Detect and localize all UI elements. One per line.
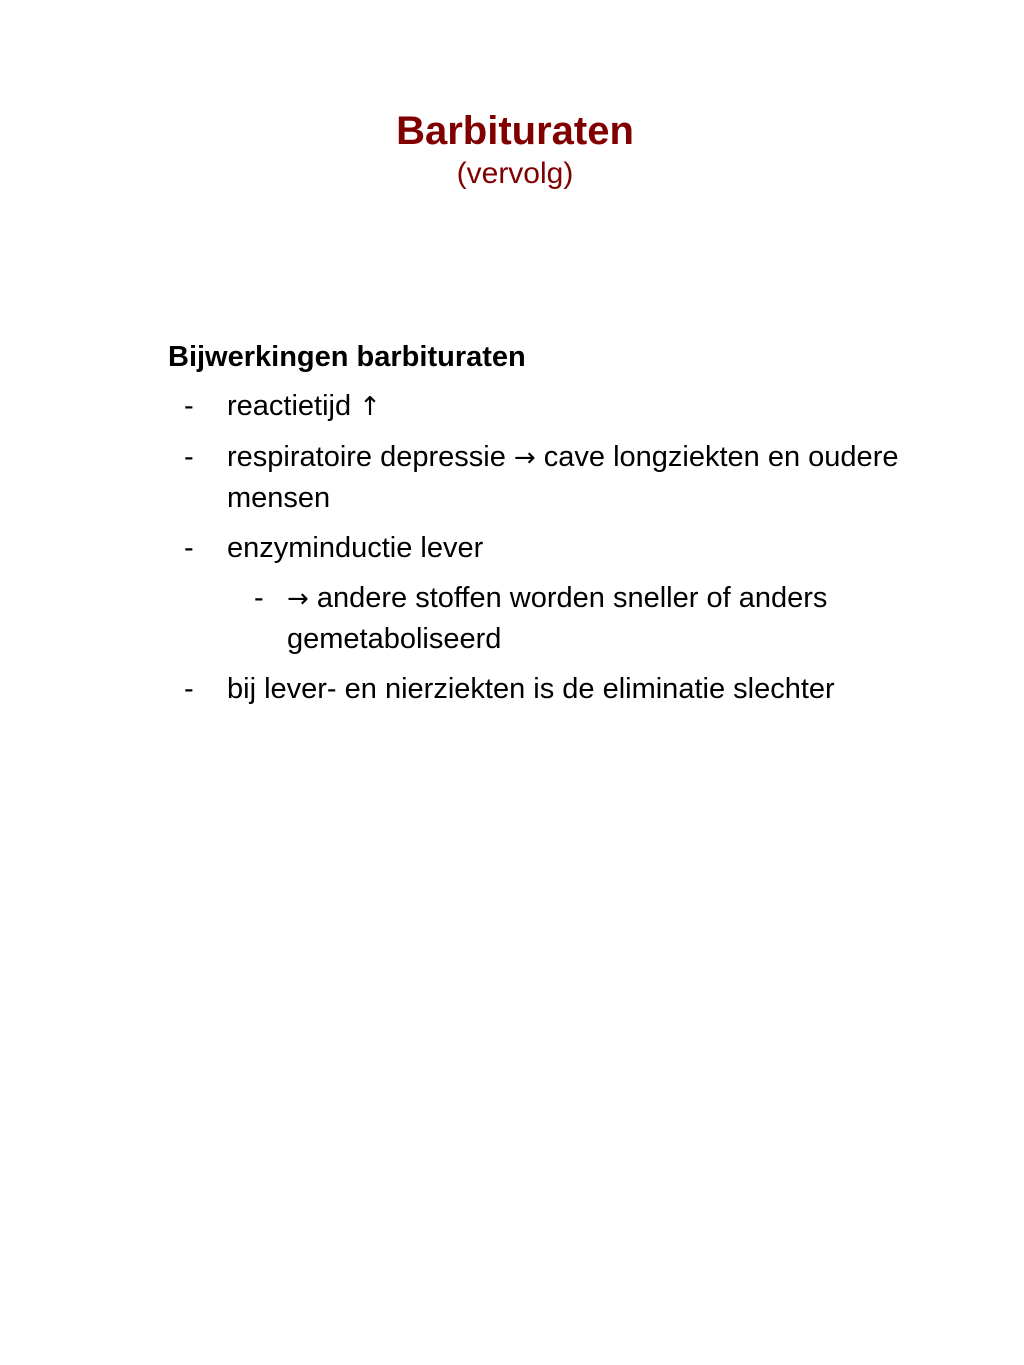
list-item-text: respiratoire depressie [227, 441, 514, 473]
bullet-dash: - [184, 390, 194, 422]
list-item [168, 437, 988, 518]
list-item-text: reactietijd [227, 390, 360, 422]
arrow-up-icon: ↑ [359, 392, 381, 422]
title-block [0, 106, 1024, 192]
arrow-right-icon: → [287, 584, 309, 614]
list-item [168, 528, 988, 568]
bullet-dash: - [184, 673, 194, 705]
sub-list-item [168, 578, 988, 659]
sub-list-item-text: andere stoffen worden sneller of anders gemetaboliseerd [287, 582, 828, 655]
arrow-right-icon: → [513, 443, 536, 473]
slide-subtitle: (vervolg) [456, 157, 574, 190]
list-item [168, 669, 988, 709]
bullet-dash: - [254, 582, 264, 614]
bullet-dash: - [184, 532, 194, 564]
list-item-text: cave longziekten en oudere mensen [227, 441, 899, 514]
bullet-dash: - [184, 441, 194, 473]
section-heading: Bijwerkingen barbituraten [168, 341, 526, 373]
slide-title: Barbituraten [396, 109, 634, 153]
list-item [168, 386, 988, 427]
list-item-text: enzyminductie lever [227, 532, 484, 564]
list-item-text: bij lever- en nierziekten is de eliminatie slechter [227, 673, 835, 705]
slide-content [168, 337, 988, 719]
